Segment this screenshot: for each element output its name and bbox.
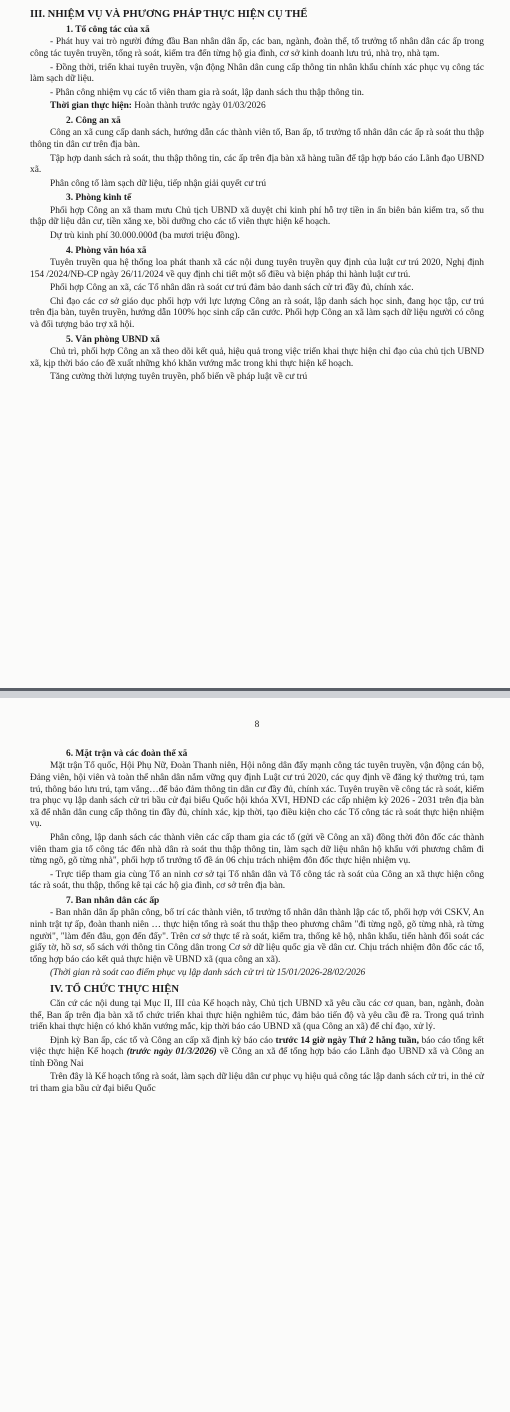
heading-van-phong: 5. Văn phòng UBND xã bbox=[66, 334, 160, 345]
paragraph: Chủ trì, phối hợp Công an xã theo dõi kết quả, hiệu quả trong việc triển khai thực hiện chỉ đạo của chủ tịch UBND xã, kịp thời báo cáo đề xuất những khó khăn vướng mắc trong khi thực hiện kế hoạch. bbox=[30, 346, 484, 369]
bold-italic-run: (trước ngày 01/3/2026) bbox=[126, 1047, 217, 1058]
paragraph: - Ban nhân dân ấp phân công, bố trí các thành viên, tổ trưởng tổ nhân dân thành lập các tổ, phối hợp với CSKV, An ninh trật tự ấp, đoàn thanh niên … thực hiện tổng rà soát thu thập theo phương châm "đi từng ngõ, gõ từng nhà, rà từng người", "làm đến đâu, gọn đến đấy". Trên cơ sở thực tế rà soát, kiểm tra, thống kê hộ, nhân khẩu, tiến hành đối soát các giấy tờ, hồ sơ, sổ sách với thông tin Công dân trong Cơ sở dữ liệu quốc gia về dân cư. Chịu trách nhiệm đôn đốc các tổ, tổng hợp báo cáo kết quả thực hiện về UBND xã (qua công an xã). bbox=[30, 908, 484, 965]
deadline-value: Hoàn thành trước ngày 01/03/2026 bbox=[131, 101, 266, 112]
text-run: Định kỳ Ban ấp, các tổ và Công an cấp xã định kỳ báo cáo bbox=[50, 1035, 276, 1046]
text-run: báo cáo tổng kết việc thực hiện Kế hoạch bbox=[30, 1035, 485, 1058]
bold-run: trước 14 giờ ngày Thứ 2 hằng tuần, bbox=[275, 1035, 419, 1046]
paragraph: Trên đây là Kế hoạch tổng rà soát, làm sạch dữ liệu dân cư phục vụ hiệu quả công tác lập danh sách cử tri, in thẻ cử tri tham gia bầu cử đại biểu Quốc bbox=[30, 1072, 484, 1095]
heading-van-hoa: 4. Phòng văn hóa xã bbox=[66, 245, 147, 256]
paragraph: Phân công tổ làm sạch dữ liệu, tiếp nhận giải quyết cư trú bbox=[50, 178, 267, 189]
heading-kinh-te: 3. Phòng kinh tế bbox=[66, 193, 132, 204]
paragraph: Chỉ đạo các cơ sở giáo dục phối hợp với lực lượng Công an rà soát, lập danh sách học sinh, đang học tập, cư trú trên địa bàn, tuyên truyền, hướng dẫn 100% học sinh cấp căn cước. Phối hợp Công an xã làm sạch dữ liệu người có công và đối tượng bảo trợ xã hội. bbox=[30, 296, 484, 330]
deadline-paragraph bbox=[30, 101, 484, 113]
document-page-8 bbox=[0, 698, 510, 1412]
paragraph: Dự trù kinh phí 30.000.000đ (ba mươi triệu đồng). bbox=[50, 230, 240, 241]
reporting-paragraph bbox=[30, 1036, 484, 1071]
page-number: 8 bbox=[254, 720, 260, 730]
paragraph: Phân công, lập danh sách các thành viên các cấp tham gia các tổ (gửi về Công an xã) đồng thời đôn đốc các thành viên tham gia tổ công tác đến nhà dân rà soát thu thập thông tin, làm sạch dữ liệu nhân hộ khẩu với phương châm đi từng ngõ, gõ từng nhà", phối hợp tổ trưởng tổ đề án 06 chịu trách nhiệm đôn đốc thực hiện nhiệm vụ. bbox=[30, 832, 484, 867]
paragraph: Công an xã cung cấp danh sách, hướng dẫn các thành viên tổ, Ban ấp, tổ trưởng tổ nhân dân các ấp rà soát thu thập thông tin dân cư trên địa bàn. bbox=[30, 128, 484, 150]
heading-to-cong-tac: 1. Tổ công tác của xã bbox=[66, 25, 150, 35]
text-run: về Công an xã để tổng hợp báo cáo Lãnh đạo UBND xã và Công an tỉnh Đồng Nai bbox=[30, 1047, 485, 1069]
paragraph: Tập hợp danh sách rà soát, thu thập thông tin, các ấp trên địa bàn xã hàng tuần để tập hợp báo cáo Lãnh đạo UBND xã. bbox=[30, 153, 484, 176]
paragraph: - Phân công nhiệm vụ các tổ viên tham gia rà soát, lập danh sách thu thập thông tin. bbox=[50, 87, 364, 98]
heading-ban-nhan-dan: 7. Ban nhân dân các ấp bbox=[66, 895, 160, 906]
paragraph: Tăng cường thời lượng tuyên truyền, phổ biến về pháp luật về cư trú bbox=[50, 372, 308, 383]
page-gap bbox=[0, 691, 510, 698]
paragraph: - Đồng thời, triển khai tuyên truyền, vận động Nhân dân cung cấp thông tin nhân khẩu chính xác phục vụ công tác làm sạch dữ liệu. bbox=[30, 62, 484, 85]
heading-cong-an: 2. Công an xã bbox=[66, 115, 121, 126]
paragraph: Phối hợp Công an xã, các Tổ nhân dân rà soát cư trú đảm bảo danh sách cử tri đầy đủ, chính xác. bbox=[50, 283, 414, 294]
paragraph: Tuyên truyền qua hệ thống loa phát thanh xã các nội dung tuyên truyền quy định của luật cư trú 2020, Nghị định 154 /2024/NĐ-CP ngày 26/11/2024 về quy định chi tiết một số điều và biện pháp thi hành luật cư trú. bbox=[30, 257, 484, 280]
heading-mat-tran: 6. Mặt trận và các đoàn thể xã bbox=[66, 749, 188, 759]
paragraph: Phối hợp Công an xã tham mưu Chủ tịch UBND xã duyệt chi kinh phí hỗ trợ tiền in ấn biên bản kiểm tra, sổ thu thập dữ liệu dân cư, tiền xăng xe, bồi dưỡng cho các tổ viên thực hiện kế hoạch. bbox=[30, 205, 484, 228]
paragraph: Mặt trận Tổ quốc, Hội Phụ Nữ, Đoàn Thanh niên, Hội nông dân đẩy mạnh công tác tuyên truyền, vận động cán bộ, Đảng viên, hội viên và toàn thể nhân dân nắm vững quy định Luật cư trú 2020, các quy định về đăng ký thường trú, tạm trú, thông báo lưu trú, tạm vắng…để bảo đảm thông tin dân cư đầy đủ, chính xác. Tuyên truyền về công tác rà soát, kiểm tra phục vụ lập danh sách cử tri bầu cử đại biểu Quốc hội khóa XVI, HĐND các cấp nhiệm kỳ 2026 - 2031 trên địa bàn xã để nhân dân cung cấp thông tin đầy đủ, chính xác, kịp thời, tạo điều kiện cho các Tổ công tác rà soát thực hiện nhiệm vụ. bbox=[30, 761, 484, 830]
document-page-7 bbox=[0, 0, 510, 688]
note-paragraph: (Thời gian rà soát cao điểm phục vụ lập danh sách cử tri từ 15/01/2026-28/02/2026 bbox=[50, 968, 366, 979]
paragraph: Căn cứ các nội dung tại Mục II, III của Kế hoạch này, Chủ tịch UBND xã yêu cầu các cơ quan, ban, ngành, đoàn thể, Ban ấp trên địa bàn xã tổ chức triển khai thực hiện nghiêm túc, đảm bảo tiến độ và yêu cầu đề ra. Trong quá trình triển khai thực hiện có khó khăn vướng mắc, kịp thời báo cáo UBND xã (qua Công an xã) để chỉ đạo, xử lý. bbox=[30, 998, 484, 1033]
section-heading-iv: IV. TỔ CHỨC THỰC HIỆN bbox=[50, 983, 180, 995]
paragraph: - Trực tiếp tham gia cùng Tổ an ninh cơ sở tại Tổ nhân dân và Tổ công tác rà soát của Công an xã thực hiện công tác rà soát, thu thập, thống kê tại các hộ gia đình, cơ sở trên địa bàn. bbox=[30, 869, 484, 892]
section-heading-iii: III. NHIỆM VỤ VÀ PHƯƠNG PHÁP THỰC HIỆN CỤ THỂ bbox=[30, 9, 308, 20]
deadline-label: Thời gian thực hiện: bbox=[50, 101, 132, 112]
paragraph: - Phát huy vai trò người đứng đầu Ban nhân dân ấp, các ban, ngành, đoàn thể, tổ trưởng tổ nhân dân các ấp trong công tác tuyên truyền, tổng rà soát, kiểm tra đến từng hộ gia đình, cơ sở kinh doanh lưu trú, nhà trọ, nhà tạm. bbox=[30, 37, 484, 59]
